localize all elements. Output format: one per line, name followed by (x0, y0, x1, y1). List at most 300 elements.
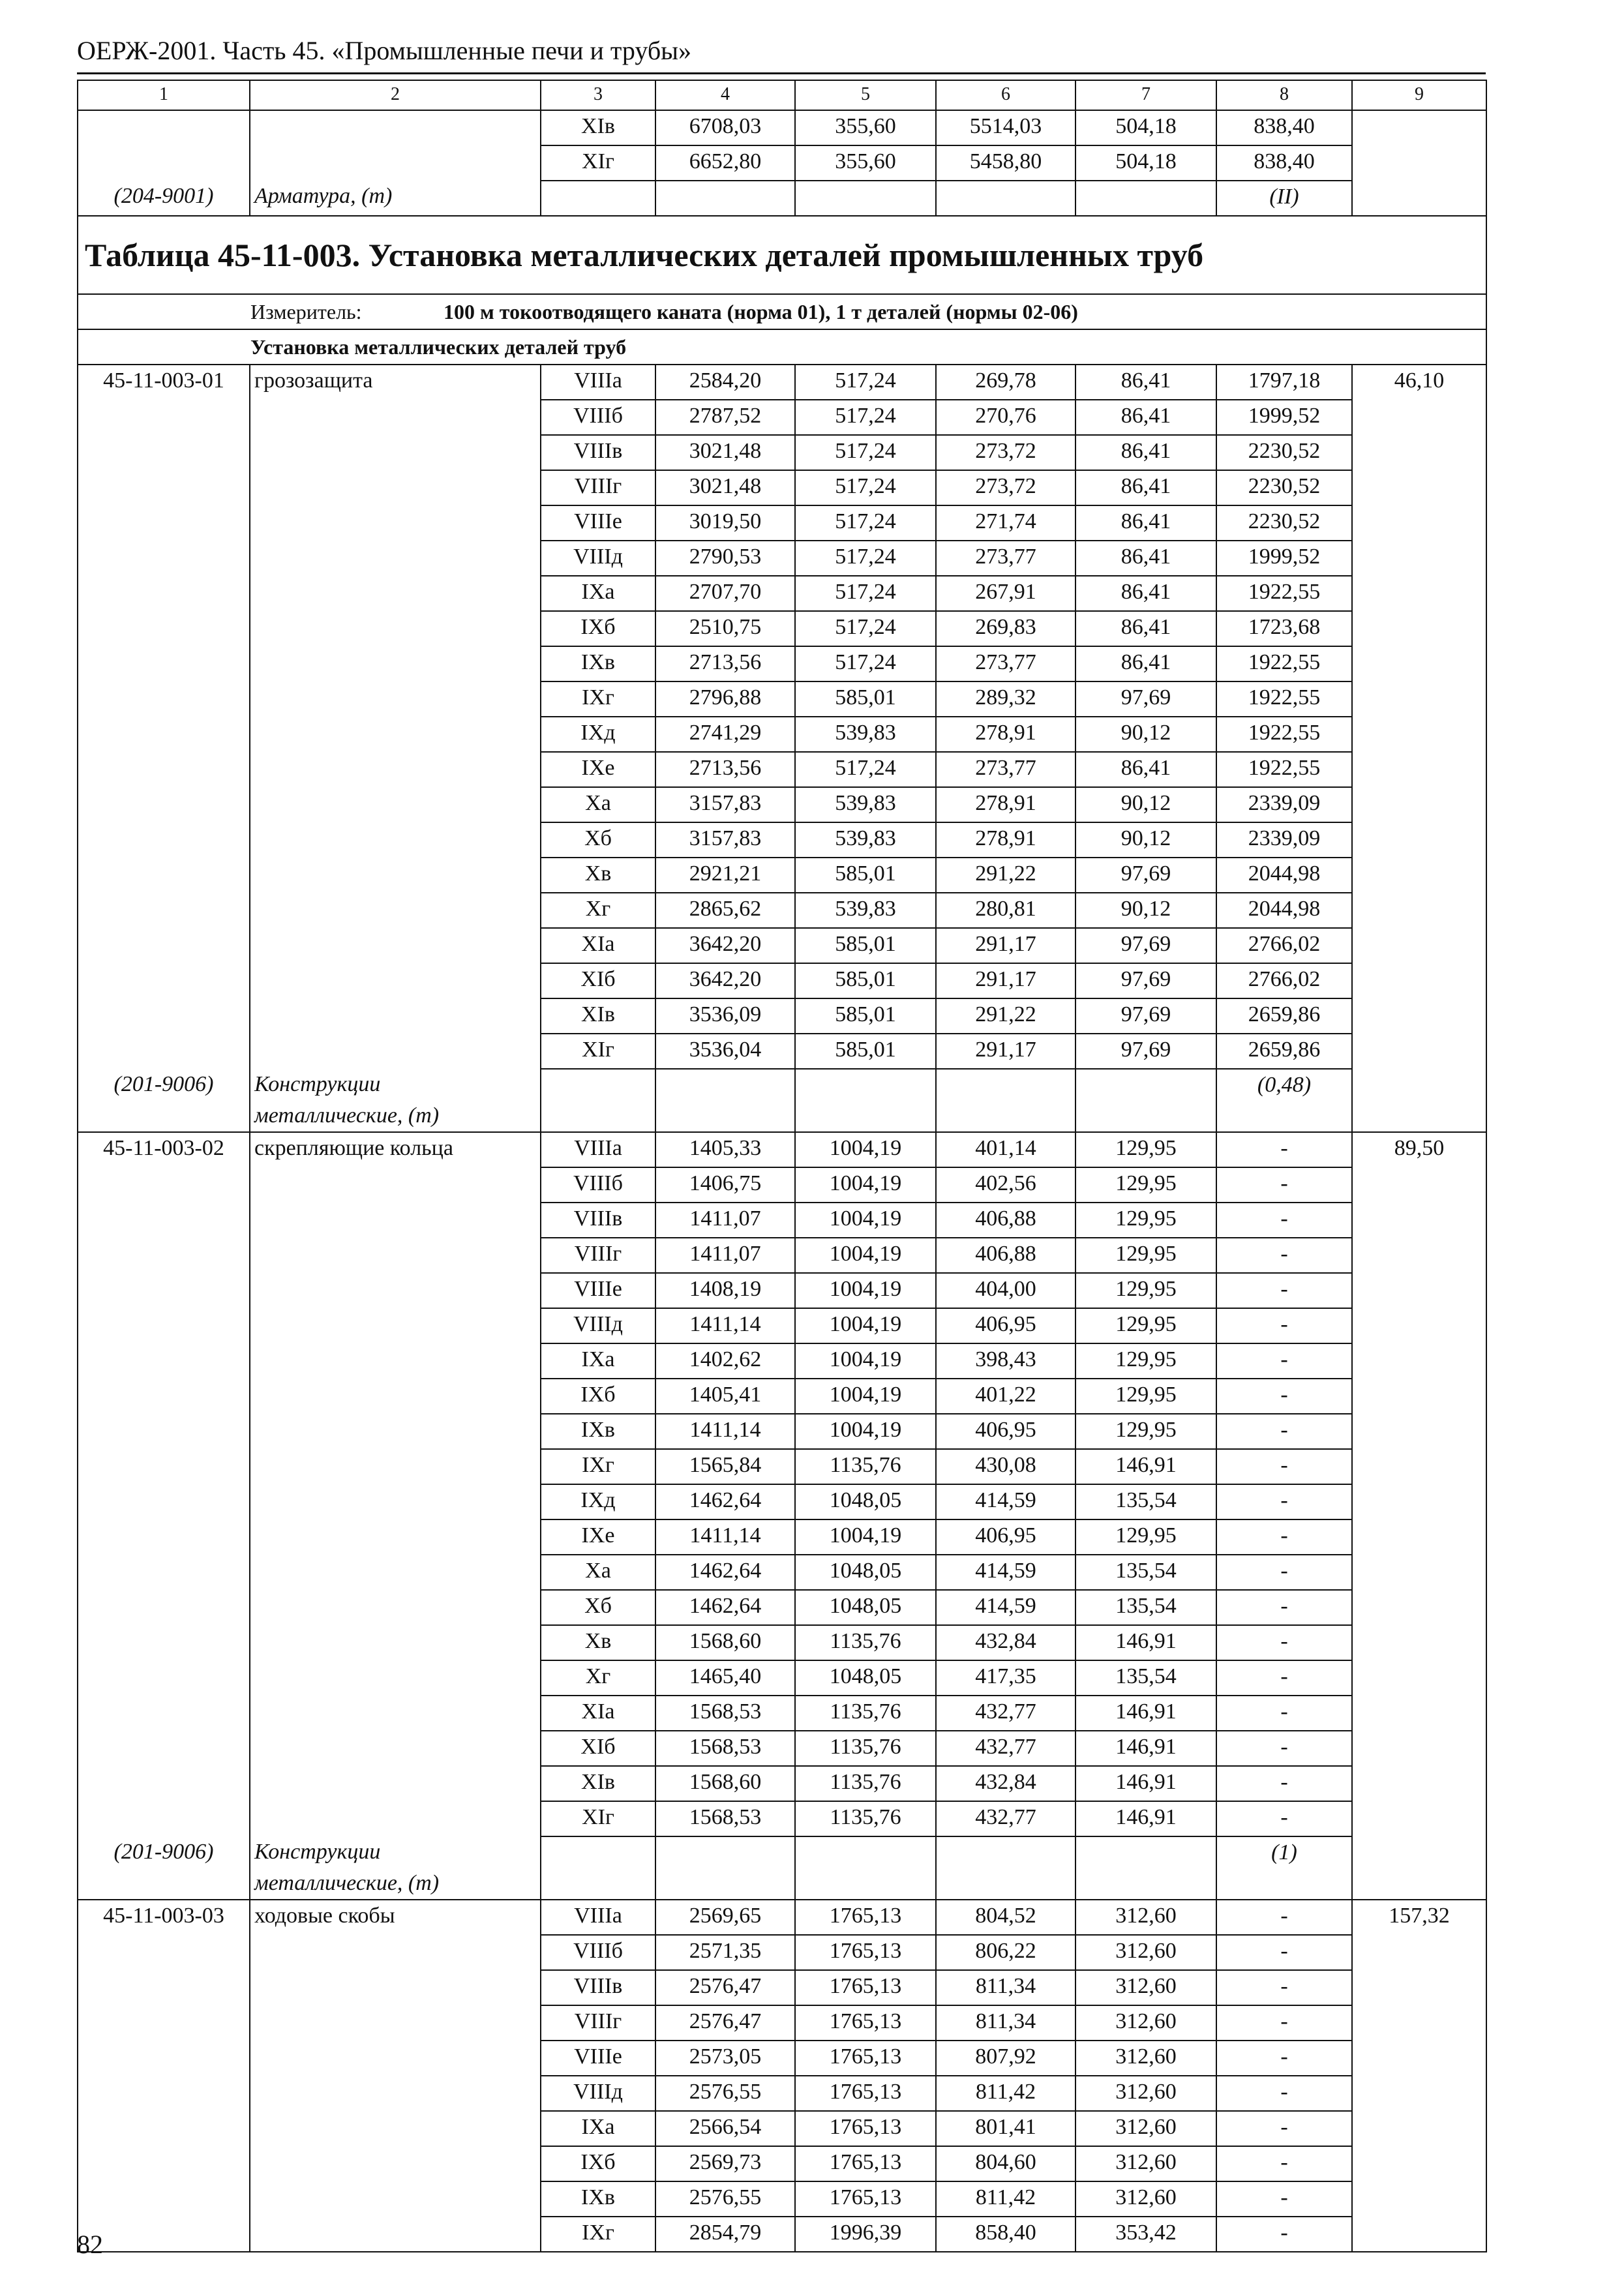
value-cell-c6: 414,59 (936, 1484, 1075, 1519)
code-cell (78, 1660, 250, 1696)
value-cell-cls: XIа (541, 1696, 655, 1731)
table-title-row (78, 216, 1486, 294)
name-cell (250, 1167, 541, 1203)
value-cell-c7: 86,41 (1075, 541, 1216, 576)
value-cell-cls: IXб (541, 611, 655, 646)
code-cell (78, 1308, 250, 1343)
resource-amount: (1) (1216, 1836, 1352, 1900)
table-row (78, 435, 1486, 470)
code-cell (78, 1625, 250, 1660)
value-cell-c8: - (1216, 1731, 1352, 1766)
value-cell-c7: 90,12 (1075, 893, 1216, 928)
value-cell-c5: 1765,13 (795, 2076, 936, 2111)
code-cell (78, 541, 250, 576)
value-cell-c6: 806,22 (936, 1935, 1075, 1970)
value-cell-c5: 1048,05 (795, 1660, 936, 1696)
value-cell-c9 (1352, 1414, 1486, 1449)
value-cell-c9 (1352, 1625, 1486, 1660)
table-row (78, 681, 1486, 717)
value-cell-c4: 2576,47 (655, 1970, 795, 2005)
code-cell (78, 1167, 250, 1203)
value-cell-c7: 90,12 (1075, 822, 1216, 858)
value-cell-c4: 1462,64 (655, 1484, 795, 1519)
value-cell-cls: IXд (541, 1484, 655, 1519)
value-cell-c7: 312,60 (1075, 2041, 1216, 2076)
value-cell-cls: VIIIа (541, 1900, 655, 1935)
value-cell-c8: - (1216, 2181, 1352, 2217)
value-cell-cls: Xа (541, 1555, 655, 1590)
column-number: 6 (936, 80, 1075, 110)
value-cell-c9 (1352, 1696, 1486, 1731)
value-cell-c6: 406,88 (936, 1203, 1075, 1238)
empty-cell (541, 1069, 655, 1132)
value-cell-c9 (1352, 1449, 1486, 1484)
value-cell-c5: 1765,13 (795, 2181, 936, 2217)
code-cell (78, 928, 250, 963)
code-cell (78, 505, 250, 541)
value-cell-cls: IXг (541, 2217, 655, 2252)
table-row (78, 1449, 1486, 1484)
value-cell-cls: Xг (541, 1660, 655, 1696)
code-cell (78, 470, 250, 505)
empty-cell (1075, 1836, 1216, 1900)
value-cell-c9 (1352, 2076, 1486, 2111)
name-cell (250, 646, 541, 681)
value-cell-c6: 811,34 (936, 1970, 1075, 2005)
value-cell-c5: 517,24 (795, 752, 936, 787)
value-cell-c7: 129,95 (1075, 1414, 1216, 1449)
value-cell-c5: 1004,19 (795, 1203, 936, 1238)
value-cell-c5: 1996,39 (795, 2217, 936, 2252)
value-cell-c5: 1004,19 (795, 1414, 936, 1449)
value-cell-cls: Xг (541, 893, 655, 928)
resource-row (78, 181, 1486, 216)
value-cell-c4: 3536,04 (655, 1034, 795, 1069)
value-cell-cls: IXб (541, 1379, 655, 1414)
table-row (78, 611, 1486, 646)
table-title: Таблица 45-11-003. Установка металлических деталей промышленных труб (78, 216, 1486, 294)
value-cell-cls: Xб (541, 822, 655, 858)
page-header: ОЕРЖ-2001. Часть 45. «Промышленные печи и трубы» (77, 36, 692, 65)
value-cell-c7: 312,60 (1075, 1935, 1216, 1970)
code-cell (78, 1590, 250, 1625)
code-cell (78, 717, 250, 752)
value-cell-c7: 504,18 (1075, 145, 1216, 181)
name-cell (250, 2146, 541, 2181)
code-cell (78, 2041, 250, 2076)
value-cell-c5: 517,24 (795, 541, 936, 576)
value-cell-cls: VIIIе (541, 1273, 655, 1308)
name-cell (250, 1801, 541, 1836)
value-cell-c5: 1765,13 (795, 2111, 936, 2146)
value-cell-c4: 2576,55 (655, 2076, 795, 2111)
value-cell-c4: 2510,75 (655, 611, 795, 646)
value-cell-c6: 404,00 (936, 1273, 1075, 1308)
table-row (78, 787, 1486, 822)
value-cell-c4: 1411,14 (655, 1308, 795, 1343)
value-cell-c9 (1352, 1766, 1486, 1801)
value-cell-c9 (1352, 1519, 1486, 1555)
value-cell-c4: 2854,79 (655, 2217, 795, 2252)
value-cell-c5: 1135,76 (795, 1696, 936, 1731)
value-cell-c7: 312,60 (1075, 2181, 1216, 2217)
value-cell-c4: 3642,20 (655, 963, 795, 998)
code-cell (78, 1970, 250, 2005)
table-row (78, 1900, 1486, 1935)
value-cell-c7: 86,41 (1075, 611, 1216, 646)
value-cell-c5: 517,24 (795, 611, 936, 646)
value-cell-c4: 2741,29 (655, 717, 795, 752)
value-cell-c6: 5514,03 (936, 110, 1075, 145)
value-cell-cls: IXв (541, 1414, 655, 1449)
value-cell-c4: 1411,14 (655, 1414, 795, 1449)
value-cell-c5: 1048,05 (795, 1555, 936, 1590)
value-cell-c4: 3157,83 (655, 822, 795, 858)
value-cell-c4: 2787,52 (655, 400, 795, 435)
value-cell-c6: 267,91 (936, 576, 1075, 611)
table-row (78, 2217, 1486, 2252)
table-row (78, 2005, 1486, 2041)
column-number: 7 (1075, 80, 1216, 110)
value-cell-c9 (1352, 1731, 1486, 1766)
value-cell-c8: 1723,68 (1216, 611, 1352, 646)
value-cell-c4: 2713,56 (655, 646, 795, 681)
empty-cell (655, 1069, 795, 1132)
table-row (78, 1970, 1486, 2005)
value-cell-c9 (1352, 2146, 1486, 2181)
name-cell (250, 2111, 541, 2146)
value-cell-c5: 517,24 (795, 470, 936, 505)
section-title: Установка металлических деталей труб (78, 329, 1486, 365)
name-cell (250, 2076, 541, 2111)
column-number: 9 (1352, 80, 1486, 110)
value-cell-c9 (1352, 998, 1486, 1034)
value-cell-cls: XIг (541, 1801, 655, 1836)
code-cell (78, 1414, 250, 1449)
value-cell-c6: 278,91 (936, 787, 1075, 822)
value-cell-c7: 97,69 (1075, 858, 1216, 893)
resource-name-line1: Конструкции (254, 1840, 381, 1864)
value-cell-c4: 1405,41 (655, 1379, 795, 1414)
value-cell-c4: 3536,09 (655, 998, 795, 1034)
table-row (78, 998, 1486, 1034)
value-cell-c7: 146,91 (1075, 1801, 1216, 1836)
resource-name: Арматура, (т) (250, 181, 541, 216)
value-cell-c7: 135,54 (1075, 1660, 1216, 1696)
code-cell (78, 998, 250, 1034)
value-cell-c4: 1568,53 (655, 1696, 795, 1731)
value-cell-c5: 1765,13 (795, 1935, 936, 1970)
table-row (78, 541, 1486, 576)
value-cell-c9 (1352, 611, 1486, 646)
value-cell-c5: 1004,19 (795, 1238, 936, 1273)
unit-label: Измеритель: (250, 300, 362, 323)
code-cell (78, 963, 250, 998)
value-cell-c5: 1765,13 (795, 2041, 936, 2076)
table-row (78, 400, 1486, 435)
value-cell-c8: 838,40 (1216, 110, 1352, 145)
value-cell-c6: 270,76 (936, 400, 1075, 435)
value-cell-c5: 1048,05 (795, 1484, 936, 1519)
name-cell (250, 822, 541, 858)
value-cell-cls: XIв (541, 998, 655, 1034)
name-cell (250, 1034, 541, 1069)
value-cell-cls: Xв (541, 1625, 655, 1660)
value-cell-c9 (1352, 1484, 1486, 1519)
value-cell-c6: 417,35 (936, 1660, 1075, 1696)
value-cell-c8: - (1216, 1766, 1352, 1801)
empty-cell (655, 181, 795, 216)
value-cell-c8: - (1216, 1449, 1352, 1484)
value-cell-c7: 135,54 (1075, 1484, 1216, 1519)
table-row (78, 1801, 1486, 1836)
value-cell-c7: 312,60 (1075, 1970, 1216, 2005)
table-row (78, 1414, 1486, 1449)
value-cell-c6: 406,95 (936, 1519, 1075, 1555)
value-cell-c4: 3019,50 (655, 505, 795, 541)
value-cell-c8: - (1216, 2217, 1352, 2252)
value-cell-cls: IXа (541, 1343, 655, 1379)
name-cell (250, 1590, 541, 1625)
value-cell-c9 (1352, 110, 1486, 145)
value-cell-cls: VIIIе (541, 2041, 655, 2076)
value-cell-c8: 838,40 (1216, 145, 1352, 181)
value-cell-c8: - (1216, 1308, 1352, 1343)
value-cell-c8: 2230,52 (1216, 505, 1352, 541)
value-cell-c6: 269,83 (936, 611, 1075, 646)
value-cell-cls: VIIIд (541, 541, 655, 576)
value-cell-c4: 1411,07 (655, 1203, 795, 1238)
value-cell-c5: 1135,76 (795, 1731, 936, 1766)
value-cell-c5: 1004,19 (795, 1343, 936, 1379)
value-cell-c4: 1565,84 (655, 1449, 795, 1484)
value-cell-c4: 2713,56 (655, 752, 795, 787)
value-cell-c4: 2921,21 (655, 858, 795, 893)
empty-cell (1352, 1836, 1486, 1900)
table-row (78, 1484, 1486, 1519)
value-cell-c9 (1352, 400, 1486, 435)
norm-c9: 89,50 (1352, 1132, 1486, 1167)
value-cell-c4: 1402,62 (655, 1343, 795, 1379)
value-cell-c4: 6652,80 (655, 145, 795, 181)
code-cell (78, 2146, 250, 2181)
table-row (78, 2111, 1486, 2146)
value-cell-c9 (1352, 1167, 1486, 1203)
value-cell-c7: 129,95 (1075, 1343, 1216, 1379)
resource-code: (201-9006) (78, 1836, 250, 1900)
code-cell (78, 1203, 250, 1238)
name-cell (250, 1273, 541, 1308)
value-cell-c8: - (1216, 1414, 1352, 1449)
value-cell-c9 (1352, 576, 1486, 611)
resource-amount: (0,48) (1216, 1069, 1352, 1132)
resource-name-line2: металлические, (т) (254, 1103, 440, 1128)
code-cell (78, 1519, 250, 1555)
value-cell-c6: 406,95 (936, 1414, 1075, 1449)
name-cell (250, 1519, 541, 1555)
value-cell-c8: - (1216, 1203, 1352, 1238)
value-cell-c8: - (1216, 1273, 1352, 1308)
column-number: 8 (1216, 80, 1352, 110)
value-cell-cls: VIIIг (541, 1238, 655, 1273)
table-row (78, 963, 1486, 998)
name-cell (250, 1731, 541, 1766)
value-cell-c7: 135,54 (1075, 1590, 1216, 1625)
value-cell-c8: - (1216, 1132, 1352, 1167)
value-cell-c5: 585,01 (795, 928, 936, 963)
value-cell-c7: 146,91 (1075, 1731, 1216, 1766)
norm-name: скрепляющие кольца (250, 1132, 541, 1167)
table-row (78, 1343, 1486, 1379)
table-row (78, 110, 1486, 145)
table-row (78, 1590, 1486, 1625)
value-cell-c4: 2865,62 (655, 893, 795, 928)
value-cell-c4: 1568,53 (655, 1731, 795, 1766)
value-cell-cls: IXд (541, 717, 655, 752)
value-cell-c7: 353,42 (1075, 2217, 1216, 2252)
value-cell-c7: 129,95 (1075, 1132, 1216, 1167)
norm-name: грозозащита (250, 365, 541, 400)
value-cell-c5: 517,24 (795, 576, 936, 611)
empty-cell (795, 1836, 936, 1900)
value-cell-cls: XIв (541, 1766, 655, 1801)
table-row (78, 470, 1486, 505)
value-cell-c8: - (1216, 2041, 1352, 2076)
value-cell-c7: 312,60 (1075, 2111, 1216, 2146)
empty-cell (1352, 1069, 1486, 1132)
name-cell (250, 998, 541, 1034)
value-cell-cls: IXв (541, 2181, 655, 2217)
norm-code: 45-11-003-03 (78, 1900, 250, 1935)
value-cell-c6: 432,84 (936, 1625, 1075, 1660)
name-cell (250, 1449, 541, 1484)
value-cell-c7: 129,95 (1075, 1238, 1216, 1273)
value-cell-cls: Xа (541, 787, 655, 822)
value-cell-c8: - (1216, 1625, 1352, 1660)
value-cell-cls: VIIIг (541, 470, 655, 505)
value-cell-c5: 585,01 (795, 1034, 936, 1069)
name-cell (250, 1238, 541, 1273)
value-cell-c9 (1352, 893, 1486, 928)
value-cell-c9 (1352, 435, 1486, 470)
table-row (78, 2146, 1486, 2181)
value-cell-c6: 804,60 (936, 2146, 1075, 2181)
resource-name-line1: Конструкции (254, 1072, 381, 1096)
table-row (78, 1555, 1486, 1590)
table-row (78, 576, 1486, 611)
value-cell-c4: 1568,53 (655, 1801, 795, 1836)
resource-row (78, 1069, 1486, 1132)
resource-amount: (II) (1216, 181, 1352, 216)
value-cell-cls: VIIIд (541, 2076, 655, 2111)
value-cell-c8: 1922,55 (1216, 752, 1352, 787)
value-cell-c6: 291,17 (936, 928, 1075, 963)
value-cell-cls: VIIIа (541, 1132, 655, 1167)
table-row (78, 822, 1486, 858)
value-cell-c6: 401,14 (936, 1132, 1075, 1167)
value-cell-c9 (1352, 1935, 1486, 1970)
value-cell-c5: 355,60 (795, 145, 936, 181)
name-cell (250, 110, 541, 145)
code-cell (78, 1379, 250, 1414)
table-row (78, 2181, 1486, 2217)
name-cell (250, 1343, 541, 1379)
code-cell (78, 1935, 250, 1970)
value-cell-cls: Xв (541, 858, 655, 893)
value-cell-c9 (1352, 2217, 1486, 2252)
value-cell-c7: 97,69 (1075, 928, 1216, 963)
value-cell-c8: 1922,55 (1216, 681, 1352, 717)
empty-cell (655, 1836, 795, 1900)
code-cell (78, 2181, 250, 2217)
value-cell-c4: 2569,73 (655, 2146, 795, 2181)
table-row (78, 752, 1486, 787)
value-cell-c6: 398,43 (936, 1343, 1075, 1379)
name-cell (250, 963, 541, 998)
value-cell-c9 (1352, 822, 1486, 858)
resource-code: (204-9001) (78, 181, 250, 216)
value-cell-c5: 1765,13 (795, 2005, 936, 2041)
value-cell-cls: VIIIб (541, 400, 655, 435)
value-cell-c8: 2659,86 (1216, 998, 1352, 1034)
value-cell-c5: 517,24 (795, 365, 936, 400)
value-cell-c9 (1352, 963, 1486, 998)
table-row (78, 1034, 1486, 1069)
value-cell-c4: 2707,70 (655, 576, 795, 611)
name-cell (250, 1970, 541, 2005)
table-row (78, 1379, 1486, 1414)
table-row (78, 1238, 1486, 1273)
table-row (78, 1308, 1486, 1343)
code-cell (78, 752, 250, 787)
code-cell (78, 1555, 250, 1590)
value-cell-c7: 146,91 (1075, 1625, 1216, 1660)
column-number-row (78, 80, 1486, 110)
code-cell (78, 787, 250, 822)
table-row (78, 1696, 1486, 1731)
value-cell-c8: - (1216, 1935, 1352, 1970)
unit-cell (78, 294, 1486, 329)
value-cell-c9 (1352, 681, 1486, 717)
norm-c9: 157,32 (1352, 1900, 1486, 1935)
value-cell-cls: IXг (541, 681, 655, 717)
value-cell-c7: 312,60 (1075, 2076, 1216, 2111)
empty-cell (1352, 181, 1486, 216)
value-cell-c9 (1352, 2181, 1486, 2217)
code-cell (78, 1766, 250, 1801)
value-cell-c6: 432,84 (936, 1766, 1075, 1801)
value-cell-c5: 517,24 (795, 505, 936, 541)
value-cell-c8: 2339,09 (1216, 822, 1352, 858)
value-cell-c7: 86,41 (1075, 505, 1216, 541)
resource-name (250, 1069, 541, 1132)
value-cell-c9 (1352, 717, 1486, 752)
value-cell-c4: 2584,20 (655, 365, 795, 400)
value-cell-cls: XIг (541, 1034, 655, 1069)
code-cell (78, 145, 250, 181)
table-row (78, 928, 1486, 963)
value-cell-c7: 90,12 (1075, 717, 1216, 752)
value-cell-c6: 801,41 (936, 2111, 1075, 2146)
table-row (78, 1273, 1486, 1308)
norm-name: ходовые скобы (250, 1900, 541, 1935)
name-cell (250, 717, 541, 752)
value-cell-cls: VIIIб (541, 1167, 655, 1203)
value-cell-c7: 97,69 (1075, 963, 1216, 998)
value-cell-c7: 129,95 (1075, 1203, 1216, 1238)
value-cell-c9 (1352, 1379, 1486, 1414)
value-cell-c6: 811,42 (936, 2181, 1075, 2217)
